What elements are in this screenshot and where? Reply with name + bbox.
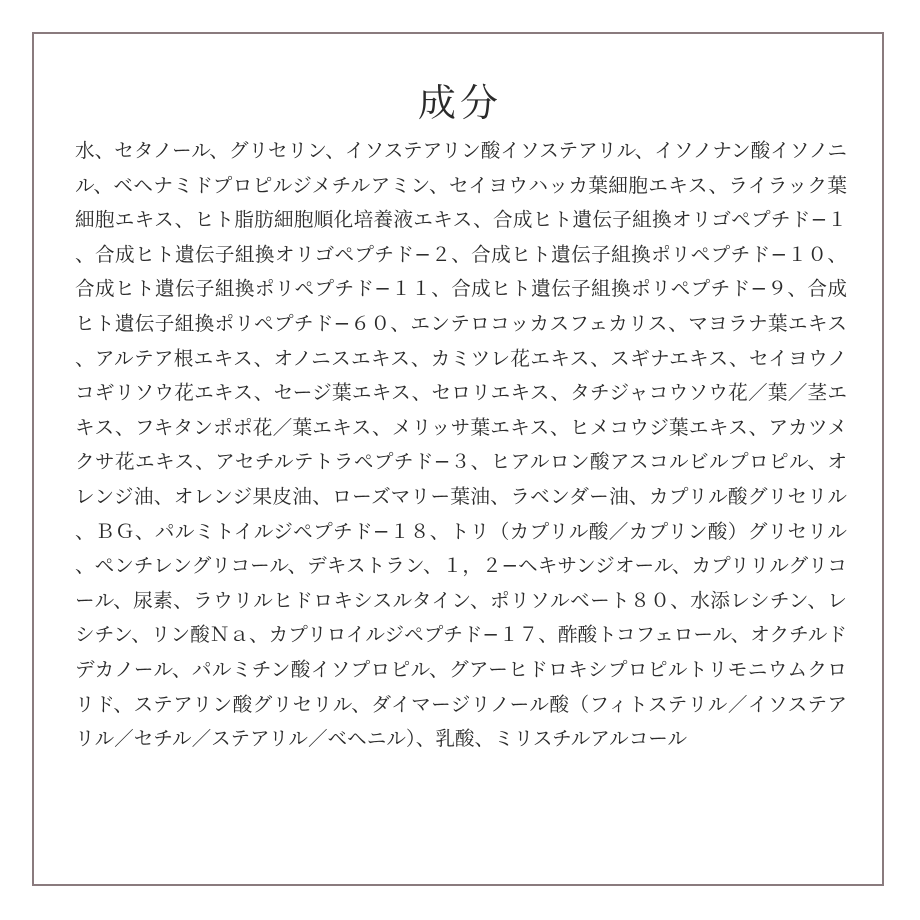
page-title: 成分 <box>417 81 502 125</box>
ingredients-list: 水、セタノール、グリセリン、イソステアリン酸イソステアリル、イソノナン酸イソノニル、ベヘナミドプロピルジメチルアミン、セイヨウハッカ葉細胞エキス、ライラック葉細胞エキス、ヒト脂肪細胞順化培養液エキス、合成ヒト遺伝子組換オリゴペプチド−１、合成ヒト遺伝子組換オリゴペプチド−２、合成ヒト遺伝子組換ポリペプチド−１０、合成ヒト遺伝子組換ポリペプチド−１１、合成ヒト遺伝子組換ポリペプチド−９、合成ヒト遺伝子組換ポリペプチド−６０、エンテロコッカスフェカリス、マヨラナ葉エキス、アルテア根エキス、オノニスエキス、カミツレ花エキス、スギナエキス、セイヨウノコギリソウ花エキス、セージ葉エキス、セロリエキス、タチジャコウソウ花／葉／茎エキス、フキタンポポ花／葉エキス、メリッサ葉エキス、ヒメコウジ葉エキス、アカツメクサ花エキス、アセチルテトラペプチド−３、ヒアルロン酸アスコルビルプロピル、オレンジ油、オレンジ果皮油、ローズマリー葉油、ラベンダー油、カプリル酸グリセリル、ＢＧ、パルミトイルジペプチド−１８、トリ（カプリル酸／カプリン酸）グリセリル、ペンチレングリコール、デキストラン、１，２−ヘキサンジオール、カプリリルグリコール、尿素、ラウリルヒドロキシスルタイン、ポリソルベート８０、水添レシチン、レシチン、リン酸Ｎａ、カプリロイルジペプチド−１７、酢酸トコフェロール、オクチルドデカノール、パルミチン酸イソプロピル、グアーヒドロキシプロピルトリモニウムクロリド、ステアリン酸グリセリル、ダイマージリノール酸（フィトステリル／イソステアリル／セチル／ステアリル／ベヘニル）、乳酸、ミリスチルアルコール <box>75 139 847 751</box>
